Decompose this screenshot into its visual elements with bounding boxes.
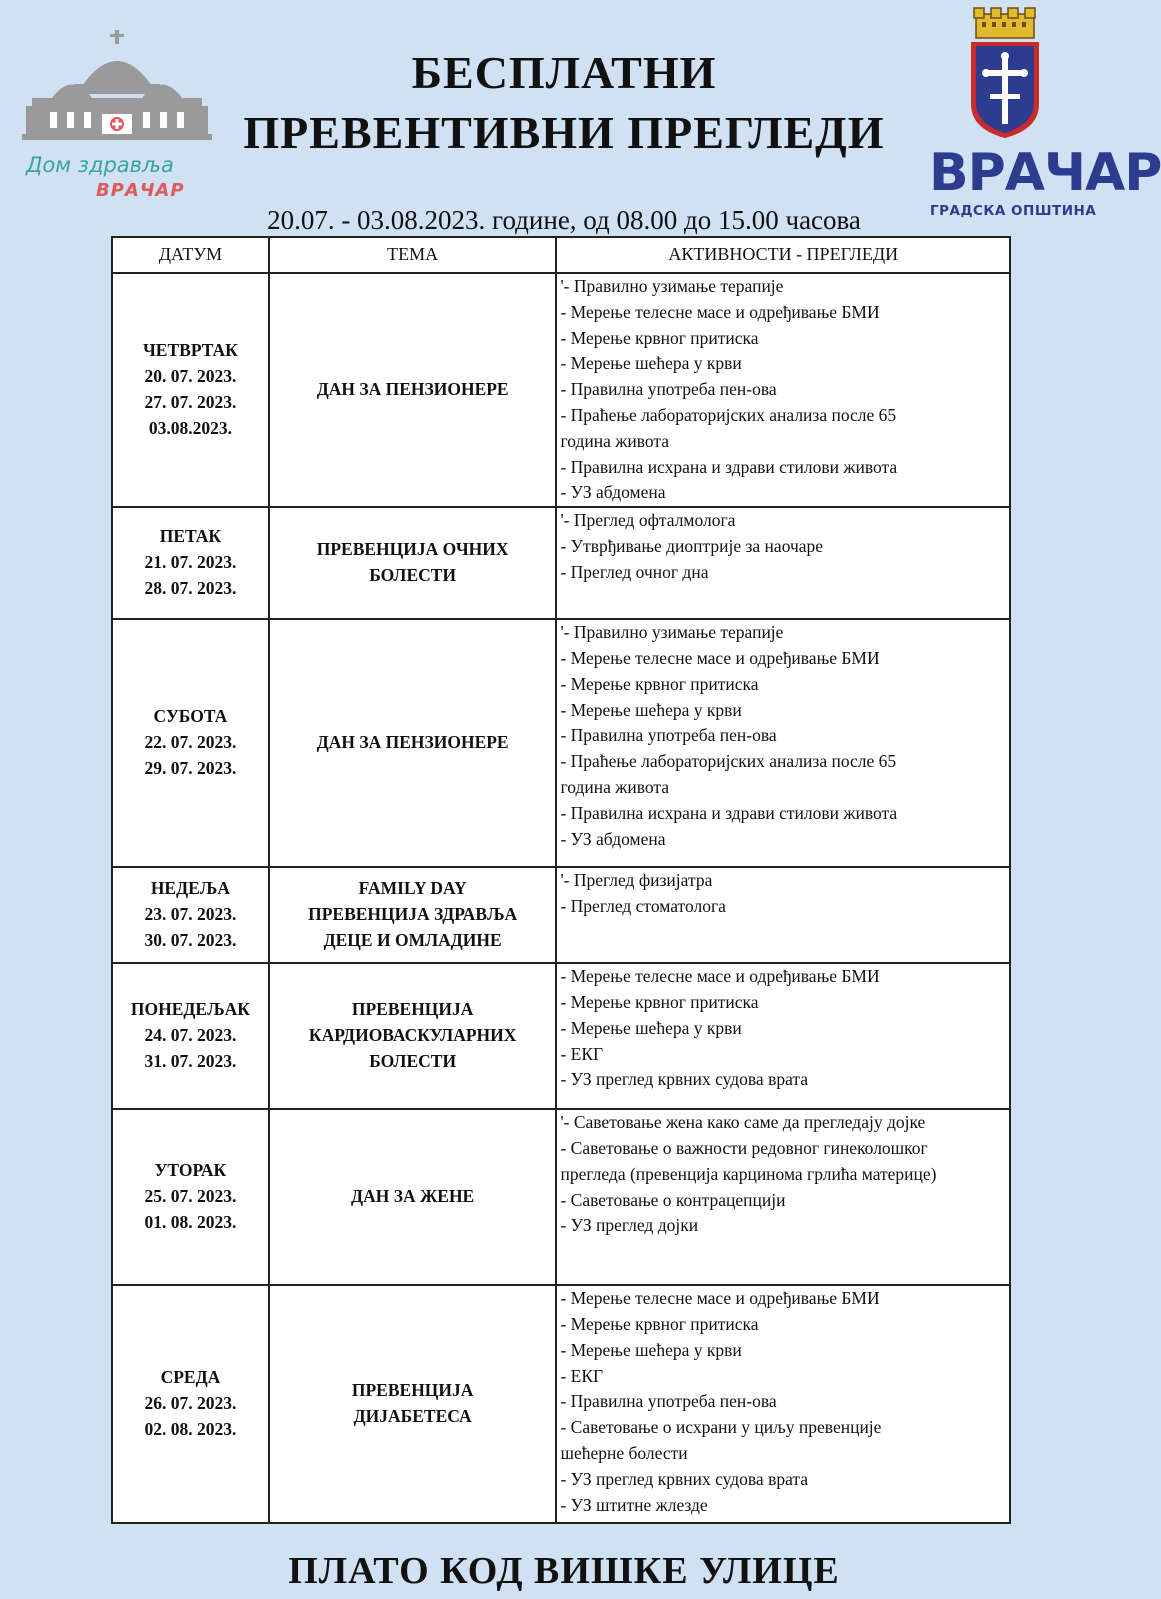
activity-item: - Мерење шећера у крви — [560, 353, 742, 374]
weekday: ПОНЕДЕЉАК — [130, 999, 250, 1020]
date-cell — [112, 507, 269, 619]
location-footer: ПЛАТО КОД ВИШКЕ УЛИЦЕ — [288, 1550, 840, 1592]
activity-item: - Мерење крвног притиска — [560, 673, 759, 694]
activities-cell — [556, 507, 1010, 619]
date-cell — [112, 1109, 269, 1285]
activity-item: - УЗ преглед дојки — [560, 1215, 699, 1236]
topic-cell — [269, 963, 557, 1109]
topic-cell — [269, 1285, 557, 1523]
activity-item: прегледа (превенција карцинома грлића материце) — [560, 1163, 937, 1184]
activities-cell — [556, 273, 1010, 507]
activity-item: - Правилна употреба пен-ова — [560, 1391, 777, 1412]
activity-item: - УЗ абдомена — [560, 828, 666, 849]
activity-item: - Мерење шећера у крви — [560, 1339, 742, 1360]
date-line: 25. 07. 2023. — [144, 1186, 237, 1207]
table-header-row — [112, 237, 1010, 273]
activity-item: '- Преглед физијатра — [560, 870, 713, 891]
date-line: 22. 07. 2023. — [144, 732, 237, 753]
activity-item: - Правилна употреба пен-ова — [560, 725, 777, 746]
date-line: 28. 07. 2023. — [144, 578, 237, 599]
activity-item: - Мерење шећера у крви — [560, 1017, 742, 1038]
activities-cell — [556, 963, 1010, 1109]
activity-item: - УЗ преглед крвних судова врата — [560, 1069, 809, 1090]
date-line: 01. 08. 2023. — [144, 1212, 237, 1233]
activity-item: - УЗ штитне жлезде — [560, 1494, 708, 1515]
activity-item: - ЕКГ — [560, 1043, 604, 1064]
activity-item: - Преглед очног дна — [560, 561, 709, 582]
header-activities: АКТИВНОСТИ - ПРЕГЛЕДИ — [556, 237, 1010, 273]
date-cell — [112, 963, 269, 1109]
logo-left-line2: ВРАЧАР — [96, 180, 185, 201]
topic-line: ПРЕВЕНЦИЈА — [351, 999, 474, 1020]
activity-item: - Праћење лабораторијских анализа после 65 — [560, 404, 897, 425]
topic-line: ДЕЦЕ И ОМЛАДИНЕ — [323, 930, 502, 951]
activity-item: - Мерење крвног притиска — [560, 327, 759, 348]
table-row — [112, 273, 1010, 507]
topic-cell — [269, 619, 557, 867]
activity-item: година живота — [560, 430, 669, 451]
date-line: 29. 07. 2023. — [144, 758, 237, 779]
activity-item: - Правилна исхрана и здрави стилови живота — [560, 802, 898, 823]
activity-item: - Саветовање о контрацепцији — [560, 1189, 786, 1210]
activity-item: - ЕКГ — [560, 1365, 604, 1386]
activity-item: - Мерење телесне масе и одређивање БМИ — [560, 966, 880, 987]
table-row — [112, 1109, 1010, 1285]
topic-cell — [269, 273, 557, 507]
logo-right-subtitle: ГРАДСКА ОПШТИНА — [930, 203, 1097, 219]
activity-item: '- Правилно узимање терапије — [560, 276, 784, 296]
date-cell — [112, 867, 269, 963]
weekday: СРЕДА — [160, 1367, 221, 1388]
table-row — [112, 619, 1010, 867]
weekday: СУБОТА — [153, 706, 228, 727]
topic-line: КАРДИОВАСКУЛАРНИХ — [308, 1025, 517, 1046]
activity-item: - УЗ абдомена — [560, 482, 666, 503]
activity-item: - Мерење крвног притиска — [560, 991, 759, 1012]
activity-item: - УЗ преглед крвних судова врата — [560, 1468, 809, 1489]
logo-right-name: ВРАЧАР — [929, 143, 1161, 203]
date-line: 20. 07. 2023. — [144, 366, 237, 387]
date-line: 23. 07. 2023. — [144, 904, 237, 925]
activity-item: година живота — [560, 776, 669, 797]
topic-line: ПРЕВЕНЦИЈА ОЧНИХ — [316, 539, 509, 560]
activity-item: - Мерење телесне масе и одређивање БМИ — [560, 1288, 880, 1309]
weekday: УТОРАК — [154, 1160, 227, 1181]
topic-line: ПРЕВЕНЦИЈА ЗДРАВЉА — [308, 904, 518, 925]
activity-item: - Праћење лабораторијских анализа после 65 — [560, 751, 897, 772]
activities-cell — [556, 1285, 1010, 1523]
topic-line: ДАН ЗА ЖЕНЕ — [351, 1186, 475, 1207]
date-cell — [112, 619, 269, 867]
topic-line: БОЛЕСТИ — [369, 565, 457, 586]
topic-line: ДИЈАБЕТЕСА — [353, 1406, 472, 1427]
header-date: ДАТУМ — [112, 237, 269, 273]
table-row — [112, 963, 1010, 1109]
activities-cell — [556, 867, 1010, 963]
weekday: ПЕТАК — [159, 526, 222, 547]
activity-item: - Мерење шећера у крви — [560, 699, 742, 720]
activity-item: - Правилна употреба пен-ова — [560, 379, 777, 400]
weekday: ЧЕТВРТАК — [142, 340, 238, 361]
table-row — [112, 507, 1010, 619]
table-row — [112, 867, 1010, 963]
activity-item: - Саветовање о важности редовног гинеколошког — [560, 1137, 928, 1158]
activity-item: - Саветовање о исхрани у циљу превенције — [560, 1417, 882, 1438]
topic-line: ДАН ЗА ПЕНЗИОНЕРЕ — [316, 379, 509, 400]
activity-item: '- Саветовање жена како саме да прегледају дојке — [560, 1112, 926, 1133]
date-line: 21. 07. 2023. — [144, 552, 237, 573]
topic-cell — [269, 867, 557, 963]
logo-left-line1: Дом здравља — [26, 153, 174, 177]
weekday: НЕДЕЉА — [150, 878, 230, 899]
header-topic: ТЕМА — [269, 237, 557, 273]
date-line: 27. 07. 2023. — [144, 392, 237, 413]
topic-line: ПРЕВЕНЦИЈА — [351, 1380, 474, 1401]
title-line-2: ПРЕВЕНТИВНИ ПРЕГЛЕДИ — [243, 107, 885, 158]
date-cell — [112, 1285, 269, 1523]
date-line: 24. 07. 2023. — [144, 1025, 237, 1046]
topic-line: БОЛЕСТИ — [369, 1051, 457, 1072]
activity-item: - Утврђивање диоптрије за наочаре — [560, 535, 824, 556]
activity-item: '- Правилно узимање терапије — [560, 622, 784, 643]
schedule-table — [111, 236, 1011, 1524]
activity-item: - Мерење телесне масе и одређивање БМИ — [560, 301, 880, 322]
activity-item: '- Преглед офталмолога — [560, 510, 736, 531]
activity-item: шећерне болести — [560, 1442, 688, 1463]
topic-line: ДАН ЗА ПЕНЗИОНЕРЕ — [316, 732, 509, 753]
topic-cell — [269, 507, 557, 619]
table-row — [112, 1285, 1010, 1523]
title-line-1: БЕСПЛАТНИ — [411, 47, 717, 98]
topic-cell — [269, 1109, 557, 1285]
activity-item: - Преглед стоматолога — [560, 895, 726, 916]
activities-cell — [556, 1109, 1010, 1285]
activities-cell — [556, 619, 1010, 867]
date-line: 03.08.2023. — [148, 417, 232, 438]
topic-line: FAMILY DAY — [358, 878, 467, 899]
date-line: 26. 07. 2023. — [144, 1393, 237, 1414]
date-line: 30. 07. 2023. — [144, 930, 237, 951]
activity-item: - Правилна исхрана и здрави стилови живота — [560, 456, 898, 477]
date-line: 31. 07. 2023. — [144, 1051, 237, 1072]
date-line: 02. 08. 2023. — [144, 1419, 237, 1440]
activity-item: - Мерење телесне масе и одређивање БМИ — [560, 647, 880, 668]
date-cell — [112, 273, 269, 507]
activity-item: - Мерење крвног притиска — [560, 1313, 759, 1334]
date-time-subtitle: 20.07. - 03.08.2023. године, од 08.00 до 15.00 часова — [267, 205, 861, 235]
